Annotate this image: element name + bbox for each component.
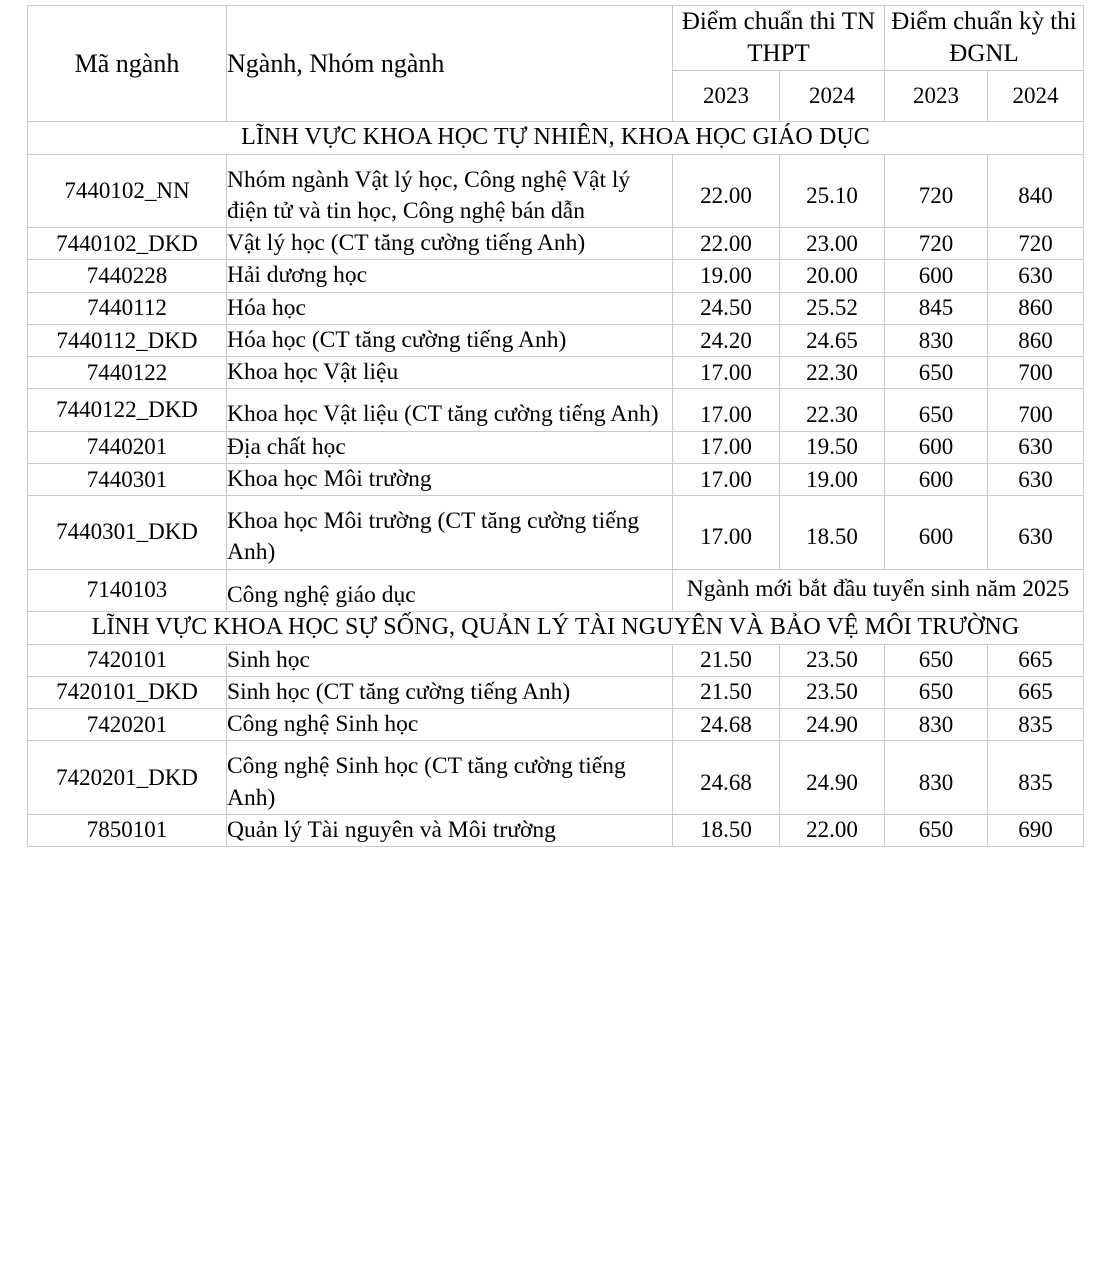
table-row [28,709,1084,741]
cell-dgnl-2023: 650 [885,676,988,708]
cell-major-code: 7440301_DKD [28,496,227,570]
cell-major-code: 7440102_NN [28,154,227,228]
cell-major-name: Khoa học Môi trường (CT tăng cường tiếng Anh) [227,496,673,570]
cell-thpt-2024: 25.10 [780,154,885,228]
cell-major-code: 7440112_DKD [28,324,227,356]
cell-dgnl-2024: 860 [988,324,1084,356]
cell-dgnl-2023: 845 [885,292,988,324]
table-row [28,324,1084,356]
cell-dgnl-2024: 720 [988,228,1084,260]
cell-major-code: 7140103 [28,569,227,611]
cell-major-name: Hải dương học [227,260,673,292]
cell-major-name: Công nghệ giáo dục [227,569,673,611]
cell-thpt-2023: 24.68 [673,741,780,815]
cell-thpt-2023: 17.00 [673,463,780,495]
cell-thpt-2024: 23.00 [780,228,885,260]
column-header-group-thpt: Điểm chuẩn thi TN THPT [673,6,885,71]
table-row [28,431,1084,463]
cell-dgnl-2024: 665 [988,644,1084,676]
cell-dgnl-2024: 700 [988,357,1084,389]
cell-dgnl-2024: 630 [988,431,1084,463]
table-row [28,154,1084,228]
cell-dgnl-2024: 835 [988,709,1084,741]
table-row [28,463,1084,495]
cell-thpt-2024: 24.90 [780,709,885,741]
column-header-group-dgnl: Điểm chuẩn kỳ thi ĐGNL [885,6,1084,71]
cell-major-code: 7440228 [28,260,227,292]
table-row [28,228,1084,260]
table-row [28,814,1084,846]
cell-major-code: 7420201_DKD [28,741,227,815]
column-header-major-name: Ngành, Nhóm ngành [227,6,673,122]
table-row [28,644,1084,676]
cell-major-name: Công nghệ Sinh học (CT tăng cường tiếng Anh) [227,741,673,815]
cell-major-code: 7440112 [28,292,227,324]
column-header-thpt-2024: 2024 [780,71,885,122]
cell-major-name: Công nghệ Sinh học [227,709,673,741]
cell-thpt-2023: 22.00 [673,228,780,260]
cell-thpt-2023: 22.00 [673,154,780,228]
cell-major-name: Hóa học [227,292,673,324]
cell-dgnl-2023: 830 [885,741,988,815]
cell-major-code: 7440301 [28,463,227,495]
cell-dgnl-2024: 690 [988,814,1084,846]
column-header-dgnl-2024: 2024 [988,71,1084,122]
cell-thpt-2023: 17.00 [673,431,780,463]
cell-major-name: Khoa học Vật liệu [227,357,673,389]
cell-thpt-2023: 17.00 [673,496,780,570]
cell-major-code: 7440122 [28,357,227,389]
cell-major-code: 7440122_DKD [28,389,227,431]
cell-dgnl-2023: 650 [885,389,988,431]
column-header-thpt-2023: 2023 [673,71,780,122]
cell-dgnl-2023: 720 [885,228,988,260]
cell-major-code: 7850101 [28,814,227,846]
cell-thpt-2024: 23.50 [780,644,885,676]
cell-dgnl-2023: 650 [885,644,988,676]
column-header-dgnl-2023: 2023 [885,71,988,122]
cell-thpt-2024: 19.50 [780,431,885,463]
cell-dgnl-2023: 830 [885,324,988,356]
cell-dgnl-2023: 600 [885,463,988,495]
cell-thpt-2024: 20.00 [780,260,885,292]
cell-thpt-2023: 19.00 [673,260,780,292]
cell-major-name: Sinh học (CT tăng cường tiếng Anh) [227,676,673,708]
cell-major-name: Địa chất học [227,431,673,463]
table-body [28,122,1084,847]
cell-thpt-2024: 18.50 [780,496,885,570]
cell-dgnl-2024: 700 [988,389,1084,431]
cell-dgnl-2024: 860 [988,292,1084,324]
cell-dgnl-2023: 600 [885,260,988,292]
cell-dgnl-2024: 835 [988,741,1084,815]
cell-major-name: Hóa học (CT tăng cường tiếng Anh) [227,324,673,356]
table-row [28,357,1084,389]
column-header-major-code: Mã ngành [28,6,227,122]
cell-dgnl-2024: 840 [988,154,1084,228]
cell-dgnl-2023: 720 [885,154,988,228]
cell-thpt-2024: 22.30 [780,389,885,431]
cell-thpt-2024: 19.00 [780,463,885,495]
cell-thpt-2024: 22.30 [780,357,885,389]
cell-major-code: 7440102_DKD [28,228,227,260]
cell-major-code: 7420201 [28,709,227,741]
section-title-life-sciences: LĨNH VỰC KHOA HỌC SỰ SỐNG, QUẢN LÝ TÀI NGUYÊN VÀ BẢO VỆ MÔI TRƯỜNG [28,611,1084,644]
cell-thpt-2023: 17.00 [673,357,780,389]
cell-thpt-2024: 25.52 [780,292,885,324]
cell-thpt-2024: 24.90 [780,741,885,815]
cell-major-name: Vật lý học (CT tăng cường tiếng Anh) [227,228,673,260]
cell-thpt-2023: 24.50 [673,292,780,324]
section-banner-row [28,122,1084,155]
cell-thpt-2024: 23.50 [780,676,885,708]
cell-major-name: Quản lý Tài nguyên và Môi trường [227,814,673,846]
table-row [28,496,1084,570]
cell-thpt-2023: 21.50 [673,644,780,676]
cell-dgnl-2024: 665 [988,676,1084,708]
cell-dgnl-2023: 600 [885,496,988,570]
cell-major-name: Khoa học Môi trường [227,463,673,495]
cell-major-name: Nhóm ngành Vật lý học, Công nghệ Vật lý điện tử và tin học, Công nghệ bán dẫn [227,154,673,228]
section-banner-row [28,611,1084,644]
cell-thpt-2023: 21.50 [673,676,780,708]
admission-score-table [27,5,1084,847]
cell-thpt-2024: 24.65 [780,324,885,356]
cell-thpt-2023: 17.00 [673,389,780,431]
cell-dgnl-2024: 630 [988,496,1084,570]
table-header [28,6,1084,122]
cell-major-code: 7420101_DKD [28,676,227,708]
cell-major-name: Sinh học [227,644,673,676]
cell-thpt-2023: 24.20 [673,324,780,356]
cell-dgnl-2024: 630 [988,463,1084,495]
cell-dgnl-2023: 830 [885,709,988,741]
cell-dgnl-2023: 600 [885,431,988,463]
cell-new-program-note: Ngành mới bắt đầu tuyển sinh năm 2025 [673,569,1084,611]
table-row [28,741,1084,815]
table-row [28,260,1084,292]
table-row [28,676,1084,708]
cell-major-code: 7440201 [28,431,227,463]
header-row-primary [28,6,1084,71]
cell-thpt-2024: 22.00 [780,814,885,846]
cell-thpt-2023: 24.68 [673,709,780,741]
table-row [28,569,1084,611]
cell-major-name: Khoa học Vật liệu (CT tăng cường tiếng Anh) [227,389,673,431]
cell-dgnl-2023: 650 [885,814,988,846]
cell-thpt-2023: 18.50 [673,814,780,846]
cell-major-code: 7420101 [28,644,227,676]
table-row [28,389,1084,431]
cell-dgnl-2023: 650 [885,357,988,389]
section-title-natural-sciences: LĨNH VỰC KHOA HỌC TỰ NHIÊN, KHOA HỌC GIÁO DỤC [28,122,1084,155]
table-row [28,292,1084,324]
cell-dgnl-2024: 630 [988,260,1084,292]
